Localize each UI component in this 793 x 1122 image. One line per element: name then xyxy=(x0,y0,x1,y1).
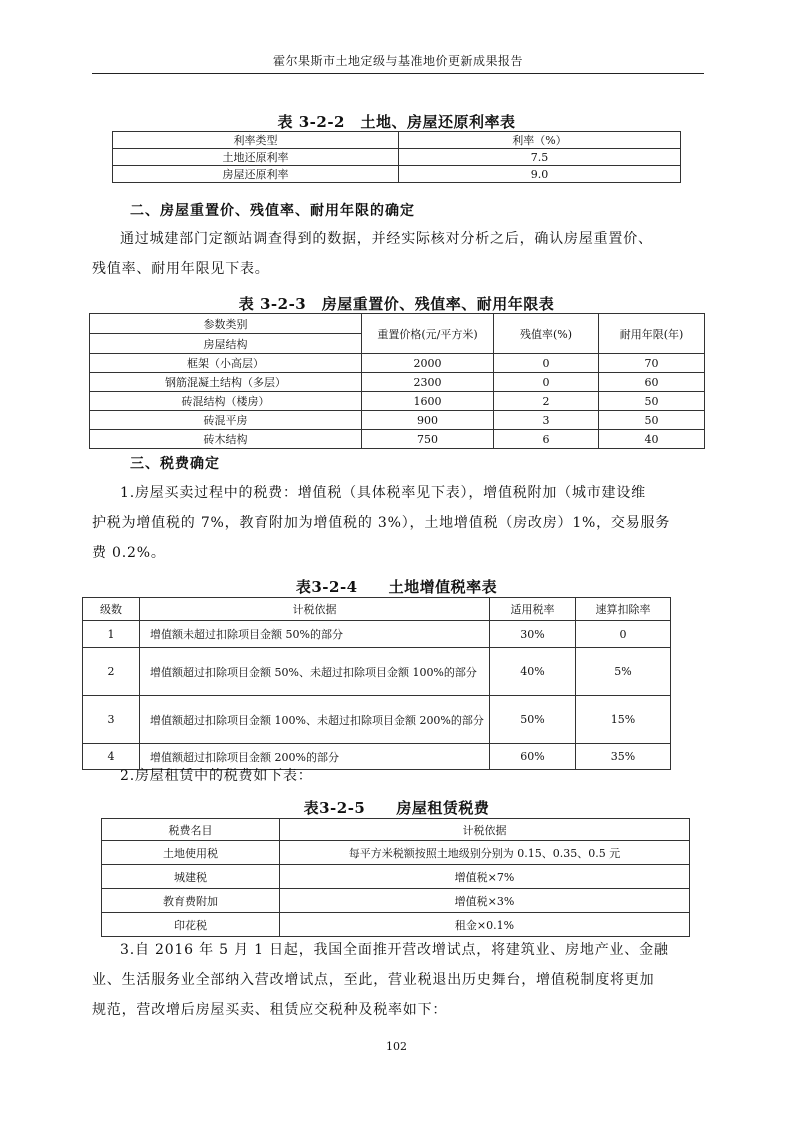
table-row xyxy=(102,841,690,865)
table-cell: 0 xyxy=(494,354,599,373)
page-number: 102 xyxy=(386,1040,407,1053)
table-cell: 砖混平房 xyxy=(90,411,362,430)
header-cell: 速算扣除率 xyxy=(576,598,671,621)
table-cell: 增值税×3% xyxy=(280,889,690,913)
table-row xyxy=(90,373,705,392)
table-cell: 60 xyxy=(599,373,705,392)
table-row xyxy=(90,430,705,449)
table-row xyxy=(83,621,671,648)
table-row xyxy=(83,648,671,696)
table-cell: 增值额超过扣除项目金额 200%的部分 xyxy=(140,744,490,770)
table-cell: 每平方米税额按照土地级别分别为 0.15、0.35、0.5 元 xyxy=(280,841,690,865)
table-cell: 3 xyxy=(494,411,599,430)
table-cell: 1600 xyxy=(362,392,494,411)
table-cell: 印花税 xyxy=(102,913,280,937)
paragraph-line: 3.自 2016 年 5 月 1 日起，我国全面推开营改增试点，将建筑业、房地产业、金融 xyxy=(120,942,669,958)
rental-tax-table xyxy=(101,818,690,937)
section-heading-2: 二、房屋重置价、残值率、耐用年限的确定 xyxy=(130,203,415,219)
table-cell: 增值额超过扣除项目金额 100%、未超过扣除项目金额 200%的部分 xyxy=(140,696,490,744)
table-row xyxy=(113,149,681,166)
table-cell: 70 xyxy=(599,354,705,373)
table-cell: 增值额超过扣除项目金额 50%、未超过扣除项目金额 100%的部分 xyxy=(140,648,490,696)
header-cell: 残值率(%) xyxy=(494,314,599,354)
table-cell: 60% xyxy=(490,744,576,770)
table-cell: 40% xyxy=(490,648,576,696)
paragraph-3-1 xyxy=(92,478,704,568)
table-header-row xyxy=(113,132,681,149)
table-cell: 6 xyxy=(494,430,599,449)
table-3-2-5-caption: 表3-2-5 房屋租赁税费 xyxy=(303,799,490,817)
table-header-row xyxy=(102,819,690,841)
table-cell: 2 xyxy=(494,392,599,411)
table-3-2-4-caption: 表3-2-4 土地增值税率表 xyxy=(295,578,498,596)
table-cell: 钢筋混凝土结构（多层） xyxy=(90,373,362,392)
table-row xyxy=(83,696,671,744)
table-cell: 35% xyxy=(576,744,671,770)
table-row xyxy=(102,889,690,913)
paragraph-line: 1.房屋买卖过程中的税费：增值税（具体税率见下表），增值税附加（城市建设维 xyxy=(120,485,646,501)
header-rule xyxy=(92,73,704,74)
paragraph-3-3 xyxy=(92,935,704,1025)
paragraph-line: 2.房屋租赁中的税费如下表： xyxy=(120,768,313,784)
header-cell-param: 参数类别 xyxy=(90,314,362,334)
table-cell: 50 xyxy=(599,392,705,411)
table-cell: 2000 xyxy=(362,354,494,373)
table-cell: 城建税 xyxy=(102,865,280,889)
table-cell: 增值额未超过扣除项目金额 50%的部分 xyxy=(140,621,490,648)
header-cell: 适用税率 xyxy=(490,598,576,621)
table-cell: 房屋还原利率 xyxy=(113,166,399,183)
table-cell: 15% xyxy=(576,696,671,744)
paragraph-line: 费 0.2%。 xyxy=(92,545,166,561)
table-row xyxy=(102,913,690,937)
table-cell: 7.5 xyxy=(399,149,681,166)
table-row xyxy=(102,865,690,889)
section-heading-3: 三、税费确定 xyxy=(130,456,220,472)
table-cell: 1 xyxy=(83,621,140,648)
table-cell: 0 xyxy=(576,621,671,648)
table-cell: 3 xyxy=(83,696,140,744)
table-row xyxy=(90,392,705,411)
table-cell: 0 xyxy=(494,373,599,392)
table-cell: 900 xyxy=(362,411,494,430)
table-cell: 教育费附加 xyxy=(102,889,280,913)
header-cell: 重置价格(元/平方米) xyxy=(362,314,494,354)
table-cell: 增值税×7% xyxy=(280,865,690,889)
table-header-row xyxy=(90,314,705,334)
land-vat-table xyxy=(82,597,671,770)
table-cell: 5% xyxy=(576,648,671,696)
table-row xyxy=(90,354,705,373)
table-cell: 50% xyxy=(490,696,576,744)
table-cell: 750 xyxy=(362,430,494,449)
table-cell: 砖木结构 xyxy=(90,430,362,449)
paragraph-line: 规范，营改增后房屋买卖、租赁应交税种及税率如下： xyxy=(92,1002,448,1018)
table-cell: 4 xyxy=(83,744,140,770)
header-cell: 耐用年限(年) xyxy=(599,314,705,354)
header-cell: 级数 xyxy=(83,598,140,621)
header-cell-structure: 房屋结构 xyxy=(90,334,362,354)
table-cell: 30% xyxy=(490,621,576,648)
table-cell: 租金×0.1% xyxy=(280,913,690,937)
building-cost-table xyxy=(89,313,705,449)
table-cell: 2300 xyxy=(362,373,494,392)
paragraph-2 xyxy=(92,224,704,284)
table-cell: 40 xyxy=(599,430,705,449)
interest-rate-table xyxy=(112,131,681,183)
running-header: 霍尔果斯市土地定级与基准地价更新成果报告 xyxy=(272,54,523,68)
table-row xyxy=(113,166,681,183)
paragraph-line: 通过城建部门定额站调查得到的数据，并经实际核对分析之后，确认房屋重置价、 xyxy=(120,231,653,247)
header-cell: 税费名目 xyxy=(102,819,280,841)
header-cell: 利率类型 xyxy=(113,132,399,149)
table-cell: 框架（小高层） xyxy=(90,354,362,373)
paragraph-3-2 xyxy=(92,761,704,791)
table-cell: 50 xyxy=(599,411,705,430)
table-header-row xyxy=(83,598,671,621)
table-cell: 土地还原利率 xyxy=(113,149,399,166)
paragraph-line: 业、生活服务业全部纳入营改增试点，至此，营业税退出历史舞台，增值税制度将更加 xyxy=(92,972,655,988)
table-cell: 9.0 xyxy=(399,166,681,183)
table-cell: 砖混结构（楼房） xyxy=(90,392,362,411)
paragraph-line: 护税为增值税的 7%，教育附加为增值税的 3%），土地增值税（房改房）1%，交易服务 xyxy=(92,515,671,531)
table-3-2-3-caption: 表 3-2-3 房屋重置价、残值率、耐用年限表 xyxy=(238,295,555,313)
table-row xyxy=(90,411,705,430)
header-cell: 计税依据 xyxy=(280,819,690,841)
header-cell: 利率（%） xyxy=(399,132,681,149)
table-3-2-2-caption: 表 3-2-2 土地、房屋还原利率表 xyxy=(277,113,516,131)
table-cell: 土地使用税 xyxy=(102,841,280,865)
paragraph-line: 残值率、耐用年限见下表。 xyxy=(92,261,270,277)
header-cell: 计税依据 xyxy=(140,598,490,621)
table-cell: 2 xyxy=(83,648,140,696)
